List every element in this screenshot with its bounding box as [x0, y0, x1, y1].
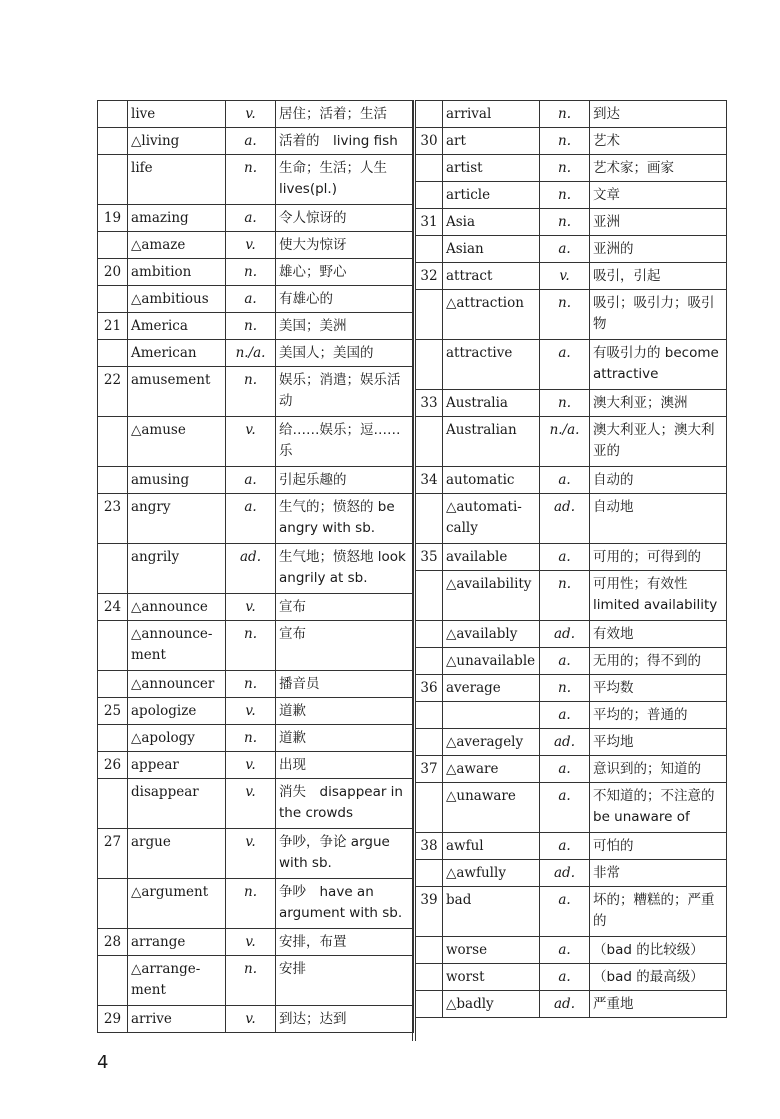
entry-part-of-speech: n. — [540, 675, 590, 702]
entry-part-of-speech: n. — [226, 621, 276, 671]
entry-word: △ambitious — [128, 286, 226, 313]
entry-number: 36 — [416, 675, 443, 702]
table-row — [416, 417, 727, 467]
entry-number — [416, 155, 443, 182]
entry-meaning: 消失 disappear in the crowds — [276, 779, 414, 829]
table-row — [98, 286, 414, 313]
entry-number: 30 — [416, 128, 443, 155]
entry-meaning: 安排 — [276, 956, 414, 1006]
entry-number — [98, 286, 128, 313]
entry-word: appear — [128, 752, 226, 779]
table-row — [416, 937, 727, 964]
entry-number: 31 — [416, 209, 443, 236]
entry-part-of-speech: v. — [226, 698, 276, 725]
entry-part-of-speech: n./a. — [226, 340, 276, 367]
entry-meaning: 给……娱乐；逗……乐 — [276, 417, 414, 467]
table-row — [416, 621, 727, 648]
table-row — [98, 155, 414, 205]
entry-number — [416, 494, 443, 544]
table-row — [98, 698, 414, 725]
table-row — [98, 829, 414, 879]
table-row — [416, 964, 727, 991]
table-row — [98, 779, 414, 829]
entry-number: 19 — [98, 205, 128, 232]
entry-meaning: 艺术 — [590, 128, 727, 155]
entry-part-of-speech: n. — [540, 101, 590, 128]
entry-number — [416, 860, 443, 887]
entry-meaning: 平均地 — [590, 729, 727, 756]
entry-part-of-speech: n. — [540, 128, 590, 155]
table-row — [416, 101, 727, 128]
entry-part-of-speech: a. — [540, 783, 590, 833]
entry-number — [416, 417, 443, 467]
entry-number — [416, 991, 443, 1018]
entry-part-of-speech: a. — [540, 887, 590, 937]
table-row — [416, 155, 727, 182]
table-row — [416, 991, 727, 1018]
table-row — [416, 182, 727, 209]
vocabulary-table-left — [97, 100, 414, 1033]
entry-part-of-speech: n. — [540, 571, 590, 621]
entry-word: attract — [443, 263, 540, 290]
entry-number: 32 — [416, 263, 443, 290]
entry-word: amazing — [128, 205, 226, 232]
entry-number: 20 — [98, 259, 128, 286]
table-row — [98, 879, 414, 929]
entry-word — [443, 702, 540, 729]
page-number: 4 — [97, 1052, 109, 1073]
entry-meaning: 不知道的；不注意的 be unaware of — [590, 783, 727, 833]
entry-part-of-speech: n. — [226, 671, 276, 698]
entry-number — [416, 648, 443, 675]
entry-part-of-speech: ad. — [540, 729, 590, 756]
entry-number — [98, 155, 128, 205]
entry-meaning: （bad 的比较级） — [590, 937, 727, 964]
entry-meaning: 澳大利亚；澳洲 — [590, 390, 727, 417]
entry-meaning: 亚洲 — [590, 209, 727, 236]
entry-number — [416, 571, 443, 621]
entry-number: 23 — [98, 494, 128, 544]
table-row — [416, 467, 727, 494]
entry-meaning: 令人惊讶的 — [276, 205, 414, 232]
entry-meaning: 播音员 — [276, 671, 414, 698]
entry-word: △amaze — [128, 232, 226, 259]
entry-number: 34 — [416, 467, 443, 494]
table-row — [98, 367, 414, 417]
table-row — [416, 887, 727, 937]
table-row — [98, 101, 414, 128]
entry-number — [98, 417, 128, 467]
entry-number — [416, 340, 443, 390]
entry-part-of-speech: a. — [226, 128, 276, 155]
entry-word: △unavailable — [443, 648, 540, 675]
entry-meaning: 活着的 living fish — [276, 128, 414, 155]
entry-word: arrival — [443, 101, 540, 128]
entry-part-of-speech: n. — [226, 155, 276, 205]
entry-number — [416, 937, 443, 964]
entry-meaning: 美国人；美国的 — [276, 340, 414, 367]
entry-word: arrive — [128, 1006, 226, 1033]
entry-part-of-speech: ad. — [540, 860, 590, 887]
entry-part-of-speech: v. — [226, 594, 276, 621]
entry-number: 33 — [416, 390, 443, 417]
entry-part-of-speech: a. — [540, 833, 590, 860]
entry-meaning: 可怕的 — [590, 833, 727, 860]
entry-word: Australia — [443, 390, 540, 417]
entry-word: △announce-ment — [128, 621, 226, 671]
entry-word: American — [128, 340, 226, 367]
entry-word: △badly — [443, 991, 540, 1018]
entry-word: △amuse — [128, 417, 226, 467]
entry-part-of-speech: v. — [226, 101, 276, 128]
entry-number — [98, 879, 128, 929]
entry-meaning: 出现 — [276, 752, 414, 779]
entry-meaning: 引起乐趣的 — [276, 467, 414, 494]
table-row — [416, 571, 727, 621]
entry-number — [416, 290, 443, 340]
entry-word: △automati-cally — [443, 494, 540, 544]
entry-meaning: 非常 — [590, 860, 727, 887]
table-row — [98, 232, 414, 259]
entry-meaning: 平均数 — [590, 675, 727, 702]
entry-word: apologize — [128, 698, 226, 725]
entry-part-of-speech: v. — [226, 1006, 276, 1033]
table-row — [416, 756, 727, 783]
table-row — [98, 956, 414, 1006]
entry-meaning: 娱乐；消遣；娱乐活动 — [276, 367, 414, 417]
entry-meaning: 可用性；有效性 limited availability — [590, 571, 727, 621]
entry-part-of-speech: a. — [540, 236, 590, 263]
entry-word: Asian — [443, 236, 540, 263]
table-row — [98, 467, 414, 494]
entry-part-of-speech: n. — [226, 259, 276, 286]
entry-meaning: 亚洲的 — [590, 236, 727, 263]
table-row — [416, 263, 727, 290]
entry-word: △argument — [128, 879, 226, 929]
entry-meaning: 澳大利亚人；澳大利亚的 — [590, 417, 727, 467]
entry-meaning: 生气地；愤怒地 look angrily at sb. — [276, 544, 414, 594]
entry-word: △availability — [443, 571, 540, 621]
entry-part-of-speech: ad. — [226, 544, 276, 594]
table-row — [416, 390, 727, 417]
entry-meaning: 道歉 — [276, 698, 414, 725]
entry-part-of-speech: a. — [226, 286, 276, 313]
entry-word: amusement — [128, 367, 226, 417]
table-row — [98, 340, 414, 367]
entry-word: △living — [128, 128, 226, 155]
entry-meaning: 道歉 — [276, 725, 414, 752]
entry-number: 38 — [416, 833, 443, 860]
table-row — [416, 128, 727, 155]
table-row — [98, 544, 414, 594]
table-row — [98, 205, 414, 232]
entry-word: arrange — [128, 929, 226, 956]
table-row — [416, 236, 727, 263]
table-row — [416, 209, 727, 236]
entry-part-of-speech: a. — [226, 494, 276, 544]
entry-part-of-speech: n. — [540, 155, 590, 182]
entry-number — [416, 621, 443, 648]
entry-part-of-speech: n./a. — [540, 417, 590, 467]
entry-word: △announce — [128, 594, 226, 621]
entry-part-of-speech: a. — [540, 467, 590, 494]
entry-number — [416, 182, 443, 209]
entry-meaning: 到达 — [590, 101, 727, 128]
entry-meaning: 坏的；糟糕的；严重的 — [590, 887, 727, 937]
entry-word: America — [128, 313, 226, 340]
entry-meaning: 平均的；普通的 — [590, 702, 727, 729]
table-row — [416, 675, 727, 702]
entry-part-of-speech: v. — [226, 417, 276, 467]
table-row — [98, 494, 414, 544]
entry-part-of-speech: n. — [540, 390, 590, 417]
entry-word: ambition — [128, 259, 226, 286]
table-row — [98, 594, 414, 621]
table-row — [98, 1006, 414, 1033]
entry-number: 21 — [98, 313, 128, 340]
entry-number: 39 — [416, 887, 443, 937]
table-row — [98, 313, 414, 340]
entry-part-of-speech: a. — [540, 702, 590, 729]
entry-word: awful — [443, 833, 540, 860]
entry-part-of-speech: v. — [226, 752, 276, 779]
entry-number — [416, 729, 443, 756]
entry-word: △unaware — [443, 783, 540, 833]
entry-part-of-speech: a. — [540, 964, 590, 991]
table-row — [416, 544, 727, 571]
entry-word: artist — [443, 155, 540, 182]
entry-number: 27 — [98, 829, 128, 879]
entry-word: argue — [128, 829, 226, 879]
entry-meaning: 居住；活着；生活 — [276, 101, 414, 128]
table-row — [416, 729, 727, 756]
entry-meaning: 宣布 — [276, 621, 414, 671]
entry-word: article — [443, 182, 540, 209]
entry-number — [98, 232, 128, 259]
entry-part-of-speech: n. — [540, 290, 590, 340]
entry-number — [98, 956, 128, 1006]
entry-word: available — [443, 544, 540, 571]
entry-number — [416, 783, 443, 833]
entry-number — [98, 671, 128, 698]
entry-word: angry — [128, 494, 226, 544]
entry-meaning: 争吵 have an argument with sb. — [276, 879, 414, 929]
entry-part-of-speech: a. — [226, 467, 276, 494]
entry-part-of-speech: n. — [226, 367, 276, 417]
entry-word: △availably — [443, 621, 540, 648]
entry-word: life — [128, 155, 226, 205]
table-row — [416, 702, 727, 729]
entry-part-of-speech: a. — [540, 937, 590, 964]
entry-word: △averagely — [443, 729, 540, 756]
table-row — [416, 833, 727, 860]
entry-number — [416, 702, 443, 729]
entry-meaning: 吸引，引起 — [590, 263, 727, 290]
entry-word: Australian — [443, 417, 540, 467]
vocabulary-tables — [97, 100, 727, 1041]
entry-meaning: 有效地 — [590, 621, 727, 648]
entry-word: bad — [443, 887, 540, 937]
entry-word: angrily — [128, 544, 226, 594]
entry-number — [98, 340, 128, 367]
entry-part-of-speech: a. — [540, 756, 590, 783]
table-row — [98, 671, 414, 698]
entry-meaning: 文章 — [590, 182, 727, 209]
entry-meaning: 使大为惊讶 — [276, 232, 414, 259]
table-row — [416, 290, 727, 340]
entry-word: △announcer — [128, 671, 226, 698]
entry-part-of-speech: n. — [226, 956, 276, 1006]
entry-part-of-speech: a. — [226, 205, 276, 232]
entry-part-of-speech: v. — [226, 929, 276, 956]
vocabulary-table-right — [415, 100, 727, 1018]
entry-word: △arrange-ment — [128, 956, 226, 1006]
table-row — [416, 783, 727, 833]
entry-part-of-speech: n. — [226, 725, 276, 752]
table-row — [98, 417, 414, 467]
entry-number — [416, 236, 443, 263]
entry-word: △apology — [128, 725, 226, 752]
entry-meaning: 有吸引力的 become attractive — [590, 340, 727, 390]
entry-word: △awfully — [443, 860, 540, 887]
entry-part-of-speech: n. — [540, 182, 590, 209]
entry-part-of-speech: n. — [226, 879, 276, 929]
table-row — [416, 648, 727, 675]
entry-part-of-speech: ad. — [540, 494, 590, 544]
entry-number: 24 — [98, 594, 128, 621]
entry-part-of-speech: v. — [226, 232, 276, 259]
entry-word: △aware — [443, 756, 540, 783]
entry-number — [98, 725, 128, 752]
entry-word: automatic — [443, 467, 540, 494]
entry-meaning: 争吵，争论 argue with sb. — [276, 829, 414, 879]
entry-number: 29 — [98, 1006, 128, 1033]
entry-meaning: 安排，布置 — [276, 929, 414, 956]
entry-meaning: 艺术家；画家 — [590, 155, 727, 182]
entry-word: amusing — [128, 467, 226, 494]
entry-part-of-speech: v. — [540, 263, 590, 290]
entry-meaning: 到达；达到 — [276, 1006, 414, 1033]
table-row — [98, 259, 414, 286]
entry-part-of-speech: v. — [226, 779, 276, 829]
table-row — [98, 128, 414, 155]
entry-number: 22 — [98, 367, 128, 417]
entry-number — [416, 964, 443, 991]
entry-number — [98, 779, 128, 829]
table-row — [98, 752, 414, 779]
entry-meaning: 有雄心的 — [276, 286, 414, 313]
entry-number — [98, 128, 128, 155]
entry-meaning: 自动地 — [590, 494, 727, 544]
entry-word: disappear — [128, 779, 226, 829]
entry-number — [98, 101, 128, 128]
entry-part-of-speech: ad. — [540, 991, 590, 1018]
entry-number: 28 — [98, 929, 128, 956]
entry-number — [98, 621, 128, 671]
entry-part-of-speech: v. — [226, 829, 276, 879]
entry-part-of-speech: ad. — [540, 621, 590, 648]
entry-number: 35 — [416, 544, 443, 571]
table-row — [98, 929, 414, 956]
entry-part-of-speech: n. — [540, 209, 590, 236]
entry-number: 37 — [416, 756, 443, 783]
entry-meaning: 吸引；吸引力；吸引物 — [590, 290, 727, 340]
entry-meaning: （bad 的最高级） — [590, 964, 727, 991]
entry-word: △attraction — [443, 290, 540, 340]
entry-word: Asia — [443, 209, 540, 236]
entry-part-of-speech: a. — [540, 544, 590, 571]
entry-meaning: 美国；美洲 — [276, 313, 414, 340]
entry-meaning: 雄心；野心 — [276, 259, 414, 286]
entry-meaning: 生气的；愤怒的 be angry with sb. — [276, 494, 414, 544]
entry-meaning: 可用的；可得到的 — [590, 544, 727, 571]
entry-word: worst — [443, 964, 540, 991]
entry-meaning: 宣布 — [276, 594, 414, 621]
entry-word: live — [128, 101, 226, 128]
entry-number: 26 — [98, 752, 128, 779]
entry-word: worse — [443, 937, 540, 964]
entry-number — [98, 467, 128, 494]
table-row — [416, 494, 727, 544]
entry-meaning: 严重地 — [590, 991, 727, 1018]
entry-part-of-speech: a. — [540, 648, 590, 675]
entry-part-of-speech: n. — [226, 313, 276, 340]
table-row — [416, 860, 727, 887]
entry-number — [98, 544, 128, 594]
entry-meaning: 自动的 — [590, 467, 727, 494]
entry-meaning: 无用的；得不到的 — [590, 648, 727, 675]
entry-word: art — [443, 128, 540, 155]
entry-number: 25 — [98, 698, 128, 725]
table-row — [416, 340, 727, 390]
entry-meaning: 意识到的；知道的 — [590, 756, 727, 783]
entry-meaning: 生命；生活；人生 lives(pl.) — [276, 155, 414, 205]
table-row — [98, 621, 414, 671]
entry-part-of-speech: a. — [540, 340, 590, 390]
table-row — [98, 725, 414, 752]
entry-number — [416, 101, 443, 128]
entry-word: average — [443, 675, 540, 702]
entry-word: attractive — [443, 340, 540, 390]
